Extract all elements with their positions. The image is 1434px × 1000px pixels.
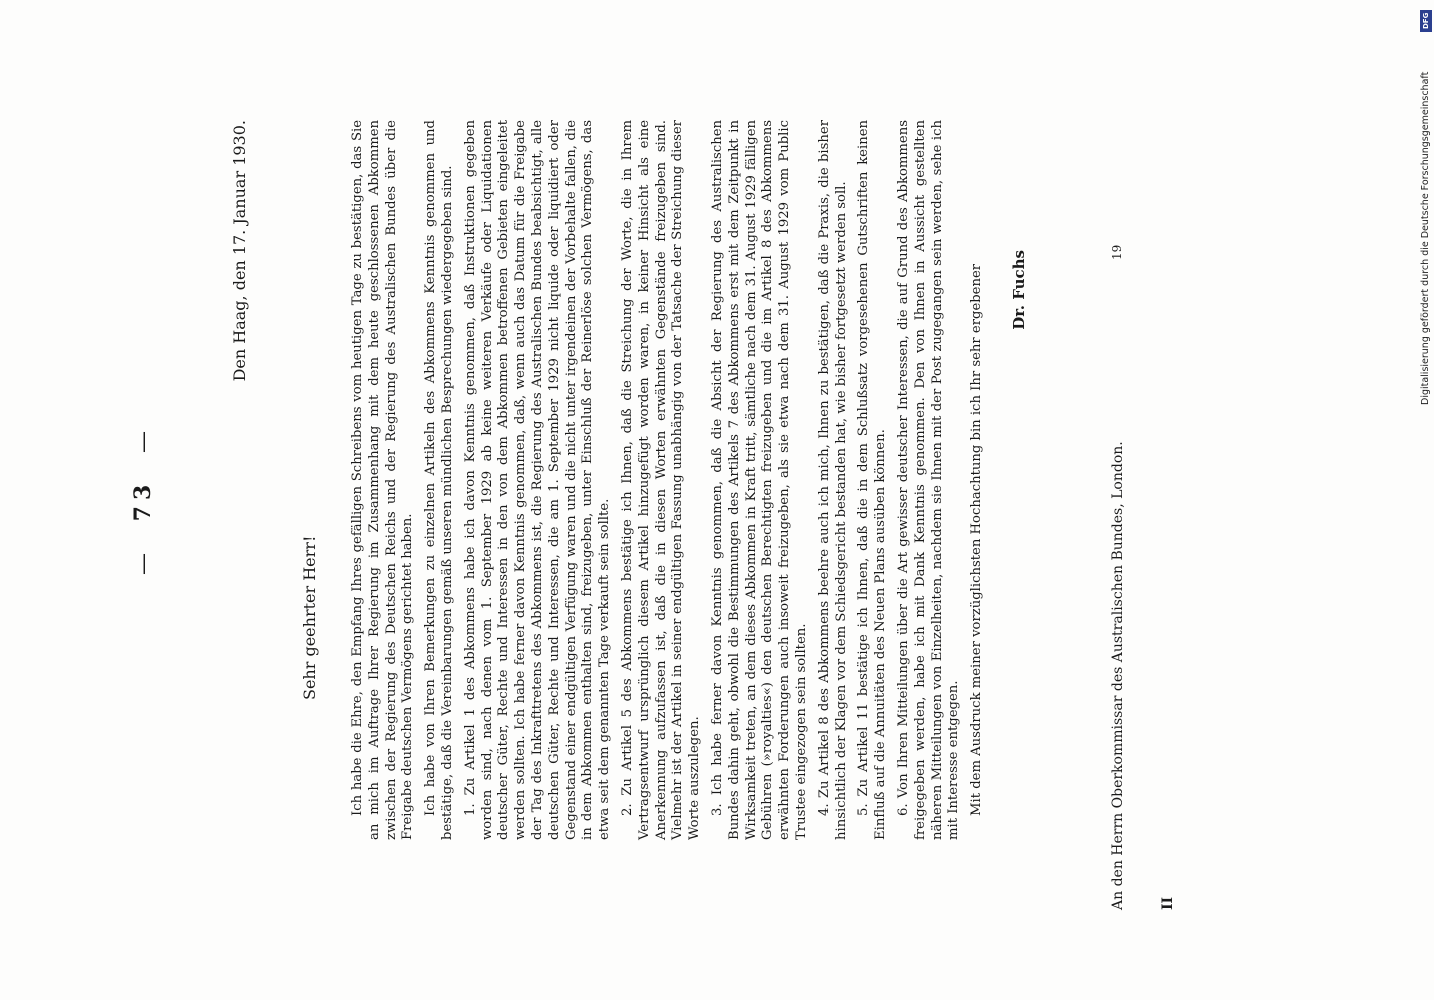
paragraph: Ich habe die Ehre, den Empfang Ihres gefälligen Schreibens vom heutigen Tage zu bestätigen, das Sie an mich im Auftrage Ihrer Regierung im Zusammenhang mit dem heute geschlossenen Abkommen zwischen der Regierung des Deutschen Reichs und der Regierung des Australischen Bundes über die Freigabe deutschen Vermögens gerichtet haben. xyxy=(350,120,416,840)
letter-body xyxy=(350,120,992,840)
paragraph: 2. Zu Artikel 5 des Abkommens bestätige ich Ihnen, daß die Streichung der Worte, die in Ihrem Vertragsentwurf ursprünglich diesem Artikel hinzugefügt worden waren, in keiner Hinsicht als eine Anerkennung aufzufassen ist, daß die in diesen Worten erwähnten Gegenstände freizugeben sind. Vielmehr ist der Artikel in seiner endgültigen Fassung unabhängig von der Tatsache der Streichung dieser Worte auszulegen. xyxy=(619,120,703,840)
paragraph: Ich habe von Ihren Bemerkungen zu einzelnen Artikeln des Abkommens Kenntnis genommen und bestätige, daß die Vereinbarungen gemäß unseren mündlichen Besprechungen wiedergegeben sind. xyxy=(423,120,455,840)
paragraph: 1. Zu Artikel 1 des Abkommens habe ich davon Kenntnis genommen, daß Instruktionen gegeben worden sind, nach denen vom 1. September 1929 ab keine weiteren Verkäufe oder Liquidationen deutscher Güter, Rechte und Interessen in den von dem Abkommen betroffenen Gebieten eingeleitet werden sollten. Ich habe ferner davon Kenntnis genommen, daß, wenn auch das Datum für die Freigabe der Tag des Inkrafttretens des Abkommens ist, die Regierung des Australischen Bundes beabsichtigt, alle deutschen Güter, Rechte und Interessen, die am 1. September 1929 nicht liquide oder liquidiert oder Gegenstand einer endgültigen Verfügung waren und die nicht unter irgendeinen der Vorbehalte fallen, die in dem Abkommen enthalten sind, freizugeben, unter Einschluß der Reinerlöse solchen Vermögens, das etwa seit dem genannten Tage verkauft sein sollte. xyxy=(462,120,613,840)
paragraph: 5. Zu Artikel 11 bestätige ich Ihnen, daß die in dem Schlußsatz vorgesehenen Gutschriften keinen Einfluß auf die Annuitäten des Neuen Plans ausüben können. xyxy=(856,120,889,840)
header-dash-left: — xyxy=(131,546,156,575)
page-number: 73 xyxy=(130,478,156,522)
paragraph: 3. Ich habe ferner davon Kenntnis genommen, daß die Absicht der Regierung des Australischen Bundes dahin geht, obwohl die Bestimmungen des Artikels 7 des Abkommens erst mit dem Zeitpunkt in Wirksamkeit treten, an dem dieses Abkommen in Kraft tritt, sämtliche nach dem 31. August 1929 fälligen Gebühren (»royalties«) den deutschen Berechtigten freizugeben und die im Artikel 8 des Abkommens erwähnten Forderungen auch insoweit freizugeben, als sie etwa nach dem 31. August 1929 vom Public Trustee eingezogen sein sollten. xyxy=(709,120,809,840)
page-header xyxy=(130,90,156,910)
salutation: Sehr geehrter Herr! xyxy=(300,535,319,700)
dateline: Den Haag, den 17. Januar 1930. xyxy=(230,120,249,382)
document-page xyxy=(110,90,1176,910)
closing: Mit dem Ausdruck meiner vorzüglichsten Hochachtung bin ich Ihr sehr ergebener xyxy=(969,263,985,816)
folio-number: 19 xyxy=(1110,244,1124,260)
paragraph: 6. Von Ihren Mitteilungen über die Art gewisser deutscher Interessen, die auf Grund des Abkommens freigegeben werden, habe ich mit Dank Kenntnis genommen. Den von Ihnen in Aussicht gestellten näheren Mitteilungen von Einzelheiten, nachdem sie Ihnen mit der Post zugegangen sein werden, sehe ich mit Interesse entgegen. xyxy=(895,120,962,840)
dfg-logo: DFG xyxy=(1420,10,1432,32)
header-dash-right: — xyxy=(131,425,156,454)
paragraph: 4. Zu Artikel 8 des Abkommens beehre auch ich mich, Ihnen zu bestätigen, daß die Praxis, die bisher hinsichtlich der Klagen vor dem Schiedsgericht bestanden hat, wie bisher fortgesetzt werden soll. xyxy=(816,120,849,840)
digitization-note-text: Digitalisierung gefördert durch die Deutsche Forschungsgemeinschaft xyxy=(1420,71,1431,405)
digitization-note xyxy=(1418,10,1434,410)
sheet-mark: II xyxy=(1160,896,1176,910)
signature: Dr. Fuchs xyxy=(1010,250,1028,330)
recipient-address: An den Herrn Oberkommissar des Australischen Bundes, London. xyxy=(1110,441,1126,910)
